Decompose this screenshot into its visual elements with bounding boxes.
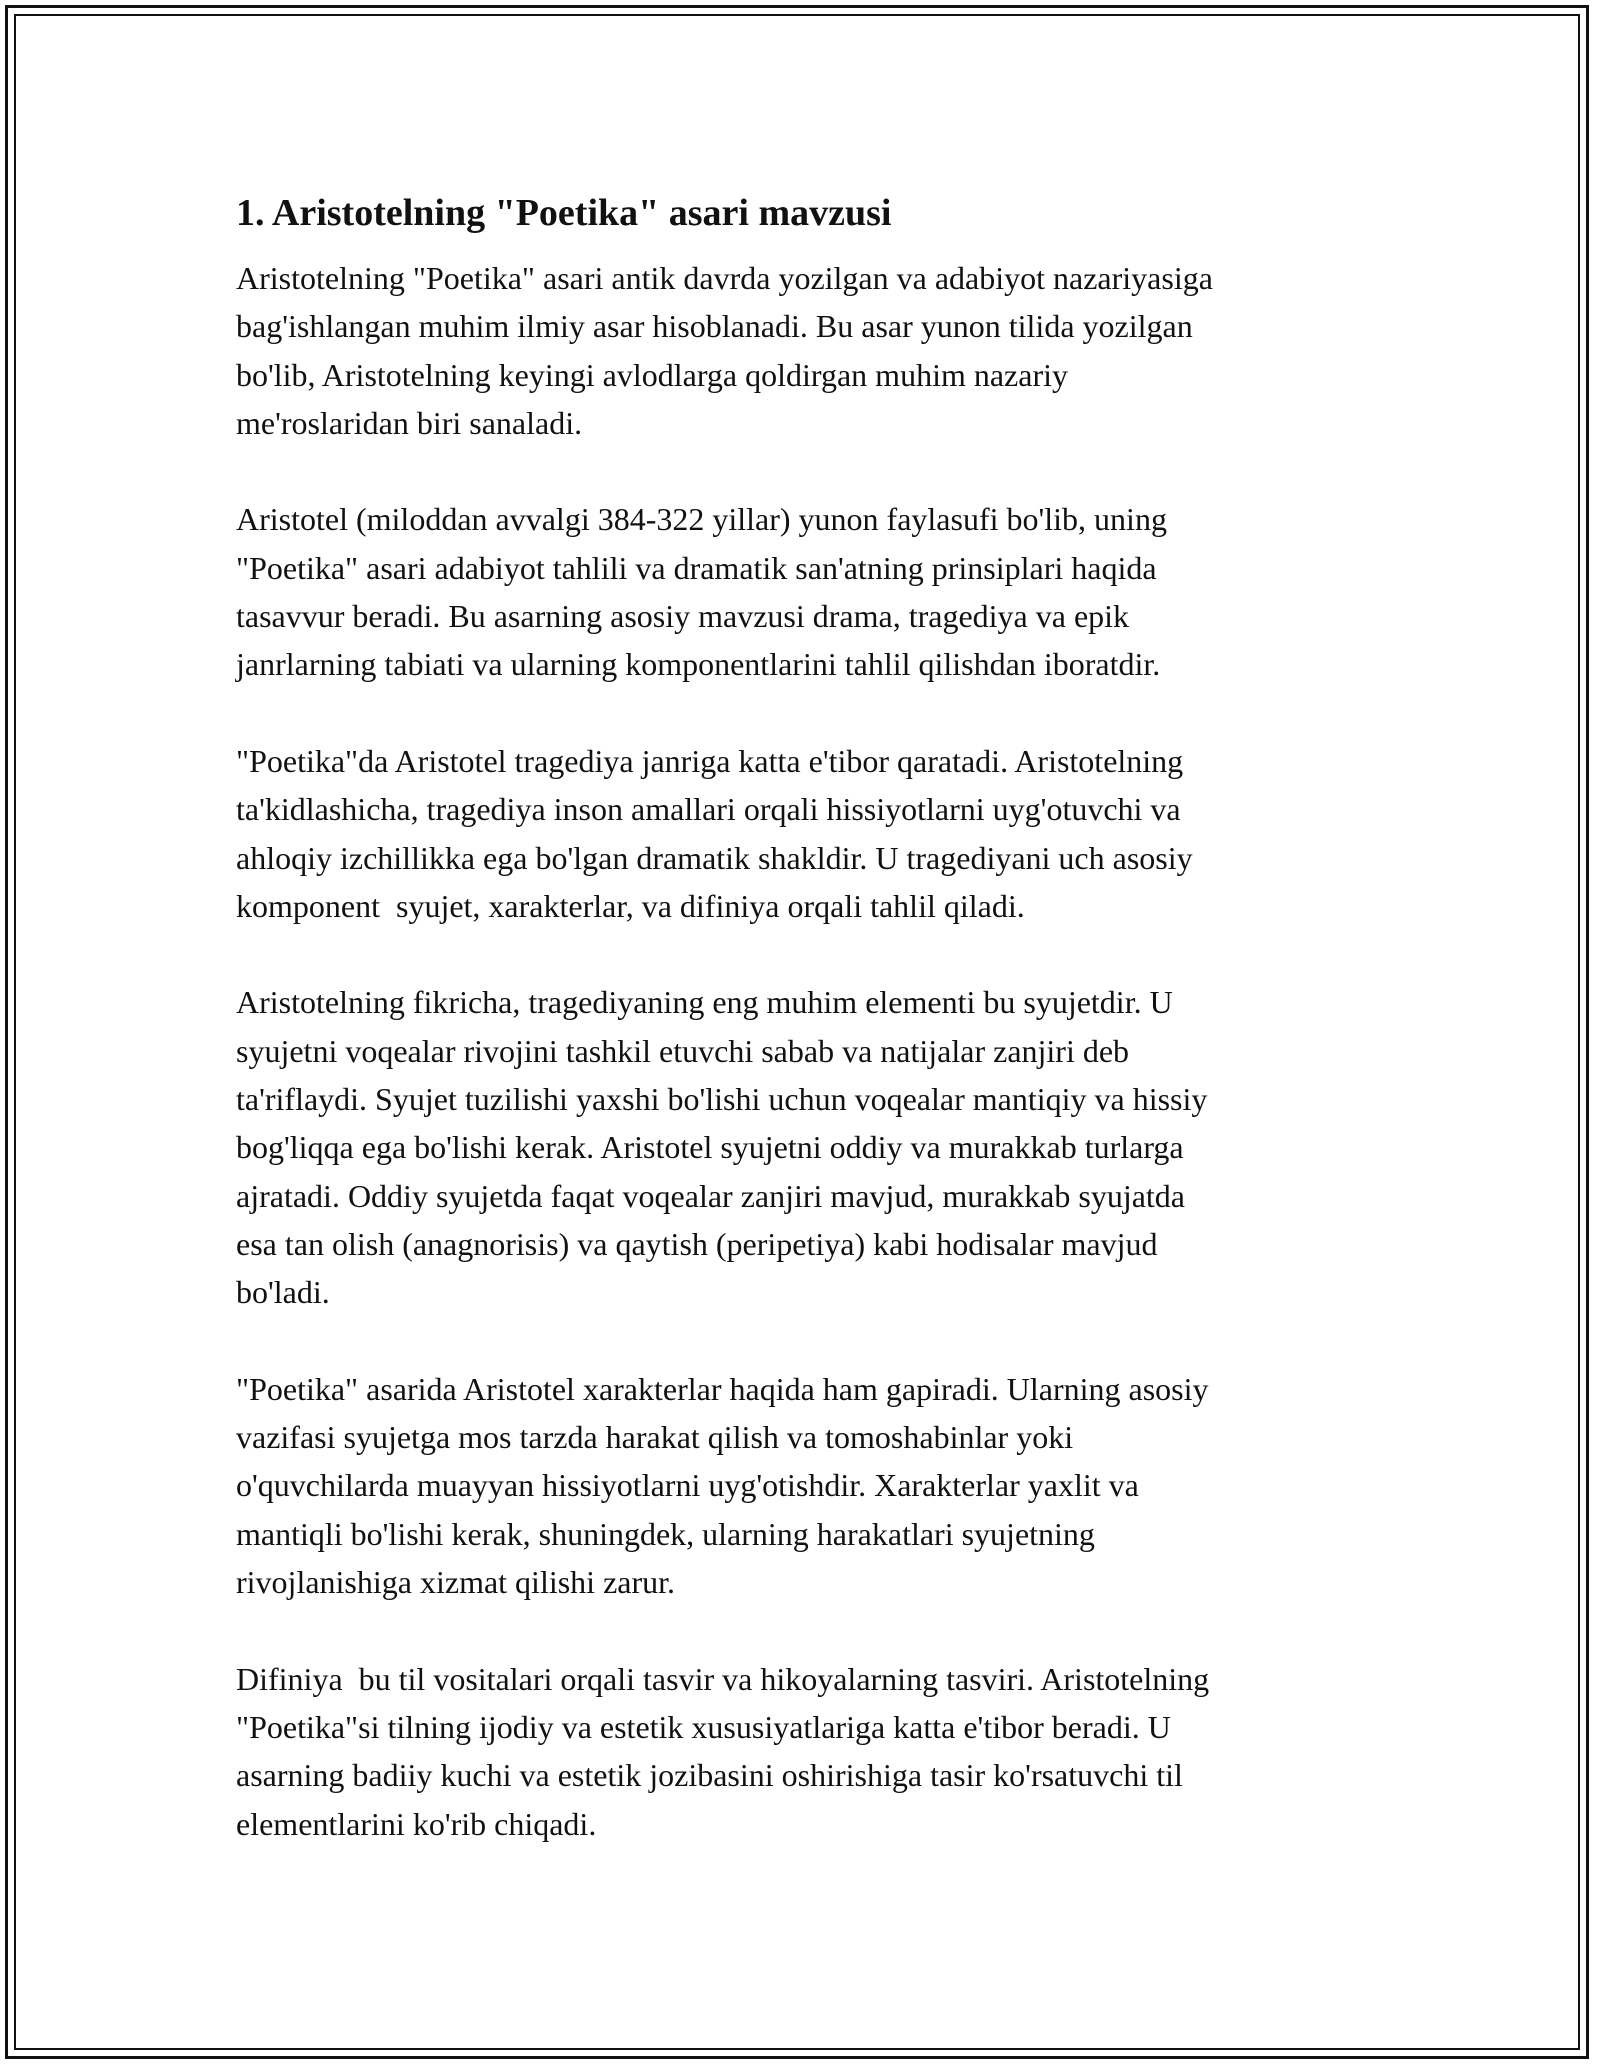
paragraph-line: esa tan olish (anagnorisis) va qaytish (peripetiya) kabi hodisalar mavjud xyxy=(236,1225,1158,1262)
paragraph-line: janrlarning tabiati va ularning komponentlarini tahlil qilishdan iboratdir. xyxy=(236,646,1161,683)
paragraph-line: Aristotelning fikricha, tragediyaning eng muhim elementi bu syujetdir. U xyxy=(236,984,1173,1021)
paragraph-line: bo'ladi. xyxy=(236,1274,330,1311)
paragraph-1 xyxy=(236,254,1386,447)
paragraph-line: rivojlanishiga xizmat qilishi zarur. xyxy=(236,1564,676,1601)
paragraph-line: "Poetika"da Aristotel tragediya janriga katta e'tibor qaratadi. Aristotelning xyxy=(236,742,1184,779)
paragraph-line: ta'kidlashicha, tragediya inson amallari orqali hissiyotlarni uyg'otuvchi va xyxy=(236,791,1181,828)
paragraph-5 xyxy=(236,1365,1386,1606)
paragraph-line: ajratadi. Oddiy syujetda faqat voqealar zanjiri mavjud, murakkab syujatda xyxy=(236,1177,1185,1214)
paragraph-line: asarning badiiy kuchi va estetik jozibasini oshirishiga tasir ko'rsatuvchi til xyxy=(236,1757,1183,1794)
paragraph-6 xyxy=(236,1655,1386,1848)
paragraph-line: Aristotelning "Poetika" asari antik davrda yozilgan va adabiyot nazariyasiga xyxy=(236,260,1213,296)
paragraph-line: mantiqli bo'lishi kerak, shuningdek, ularning harakatlari syujetning xyxy=(236,1515,1095,1552)
paragraph-line: bag'ishlangan muhim ilmiy asar hisoblanadi. Bu asar yunon tilida yozilgan xyxy=(236,308,1193,345)
paragraph-line: tasavvur beradi. Bu asarning asosiy mavzusi drama, tragediya va epik xyxy=(236,598,1130,635)
document-body xyxy=(236,188,1386,1896)
paragraph-line: syujetni voqealar rivojini tashkil etuvchi sabab va natijalar zanjiri deb xyxy=(236,1032,1130,1069)
paragraph-line: elementlarini ko'rib chiqadi. xyxy=(236,1805,597,1842)
paragraph-line: Aristotel (miloddan avvalgi 384-322 yillar) yunon faylasufi bo'lib, uning xyxy=(236,501,1167,538)
paragraph-line: o'quvchilarda muayyan hissiyotlarni uyg'otishdir. Xarakterlar yaxlit va xyxy=(236,1467,1139,1504)
paragraph-line: "Poetika" asari adabiyot tahlili va dramatik san'atning prinsiplari haqida xyxy=(236,549,1157,586)
paragraph-2 xyxy=(236,495,1386,688)
paragraph-3 xyxy=(236,737,1386,930)
paragraph-line: me'roslaridan biri sanaladi. xyxy=(236,404,583,441)
paragraph-line: komponent syujet, xarakterlar, va difiniya orqali tahlil qiladi. xyxy=(236,887,1025,924)
paragraph-line: ta'riflaydi. Syujet tuzilishi yaxshi bo'lishi uchun voqealar mantiqiy va hissiy xyxy=(236,1081,1208,1118)
paragraph-line: "Poetika" asarida Aristotel xarakterlar haqida ham gapiradi. Ularning asosiy xyxy=(236,1370,1209,1407)
paragraph-line: vazifasi syujetga mos tarzda harakat qilish va tomoshabinlar yoki xyxy=(236,1419,1074,1456)
paragraph-line: bo'lib, Aristotelning keyingi avlodlarga qoldirgan muhim nazariy xyxy=(236,356,1068,393)
paragraph-line: ahloqiy izchillikka ega bo'lgan dramatik shakldir. U tragediyani uch asosiy xyxy=(236,839,1193,876)
document-title: 1. Aristotelning "Poetika" asari mavzusi xyxy=(236,192,892,234)
paragraph-line: bog'liqqa ega bo'lishi kerak. Aristotel syujetni oddiy va murakkab turlarga xyxy=(236,1129,1184,1166)
paragraph-line: Difiniya bu til vositalari orqali tasvir va hikoyalarning tasviri. Aristotelning xyxy=(236,1660,1210,1697)
paragraph-4 xyxy=(236,978,1386,1316)
paragraph-line: "Poetika"si tilning ijodiy va estetik xususiyatlariga katta e'tibor beradi. U xyxy=(236,1708,1171,1745)
